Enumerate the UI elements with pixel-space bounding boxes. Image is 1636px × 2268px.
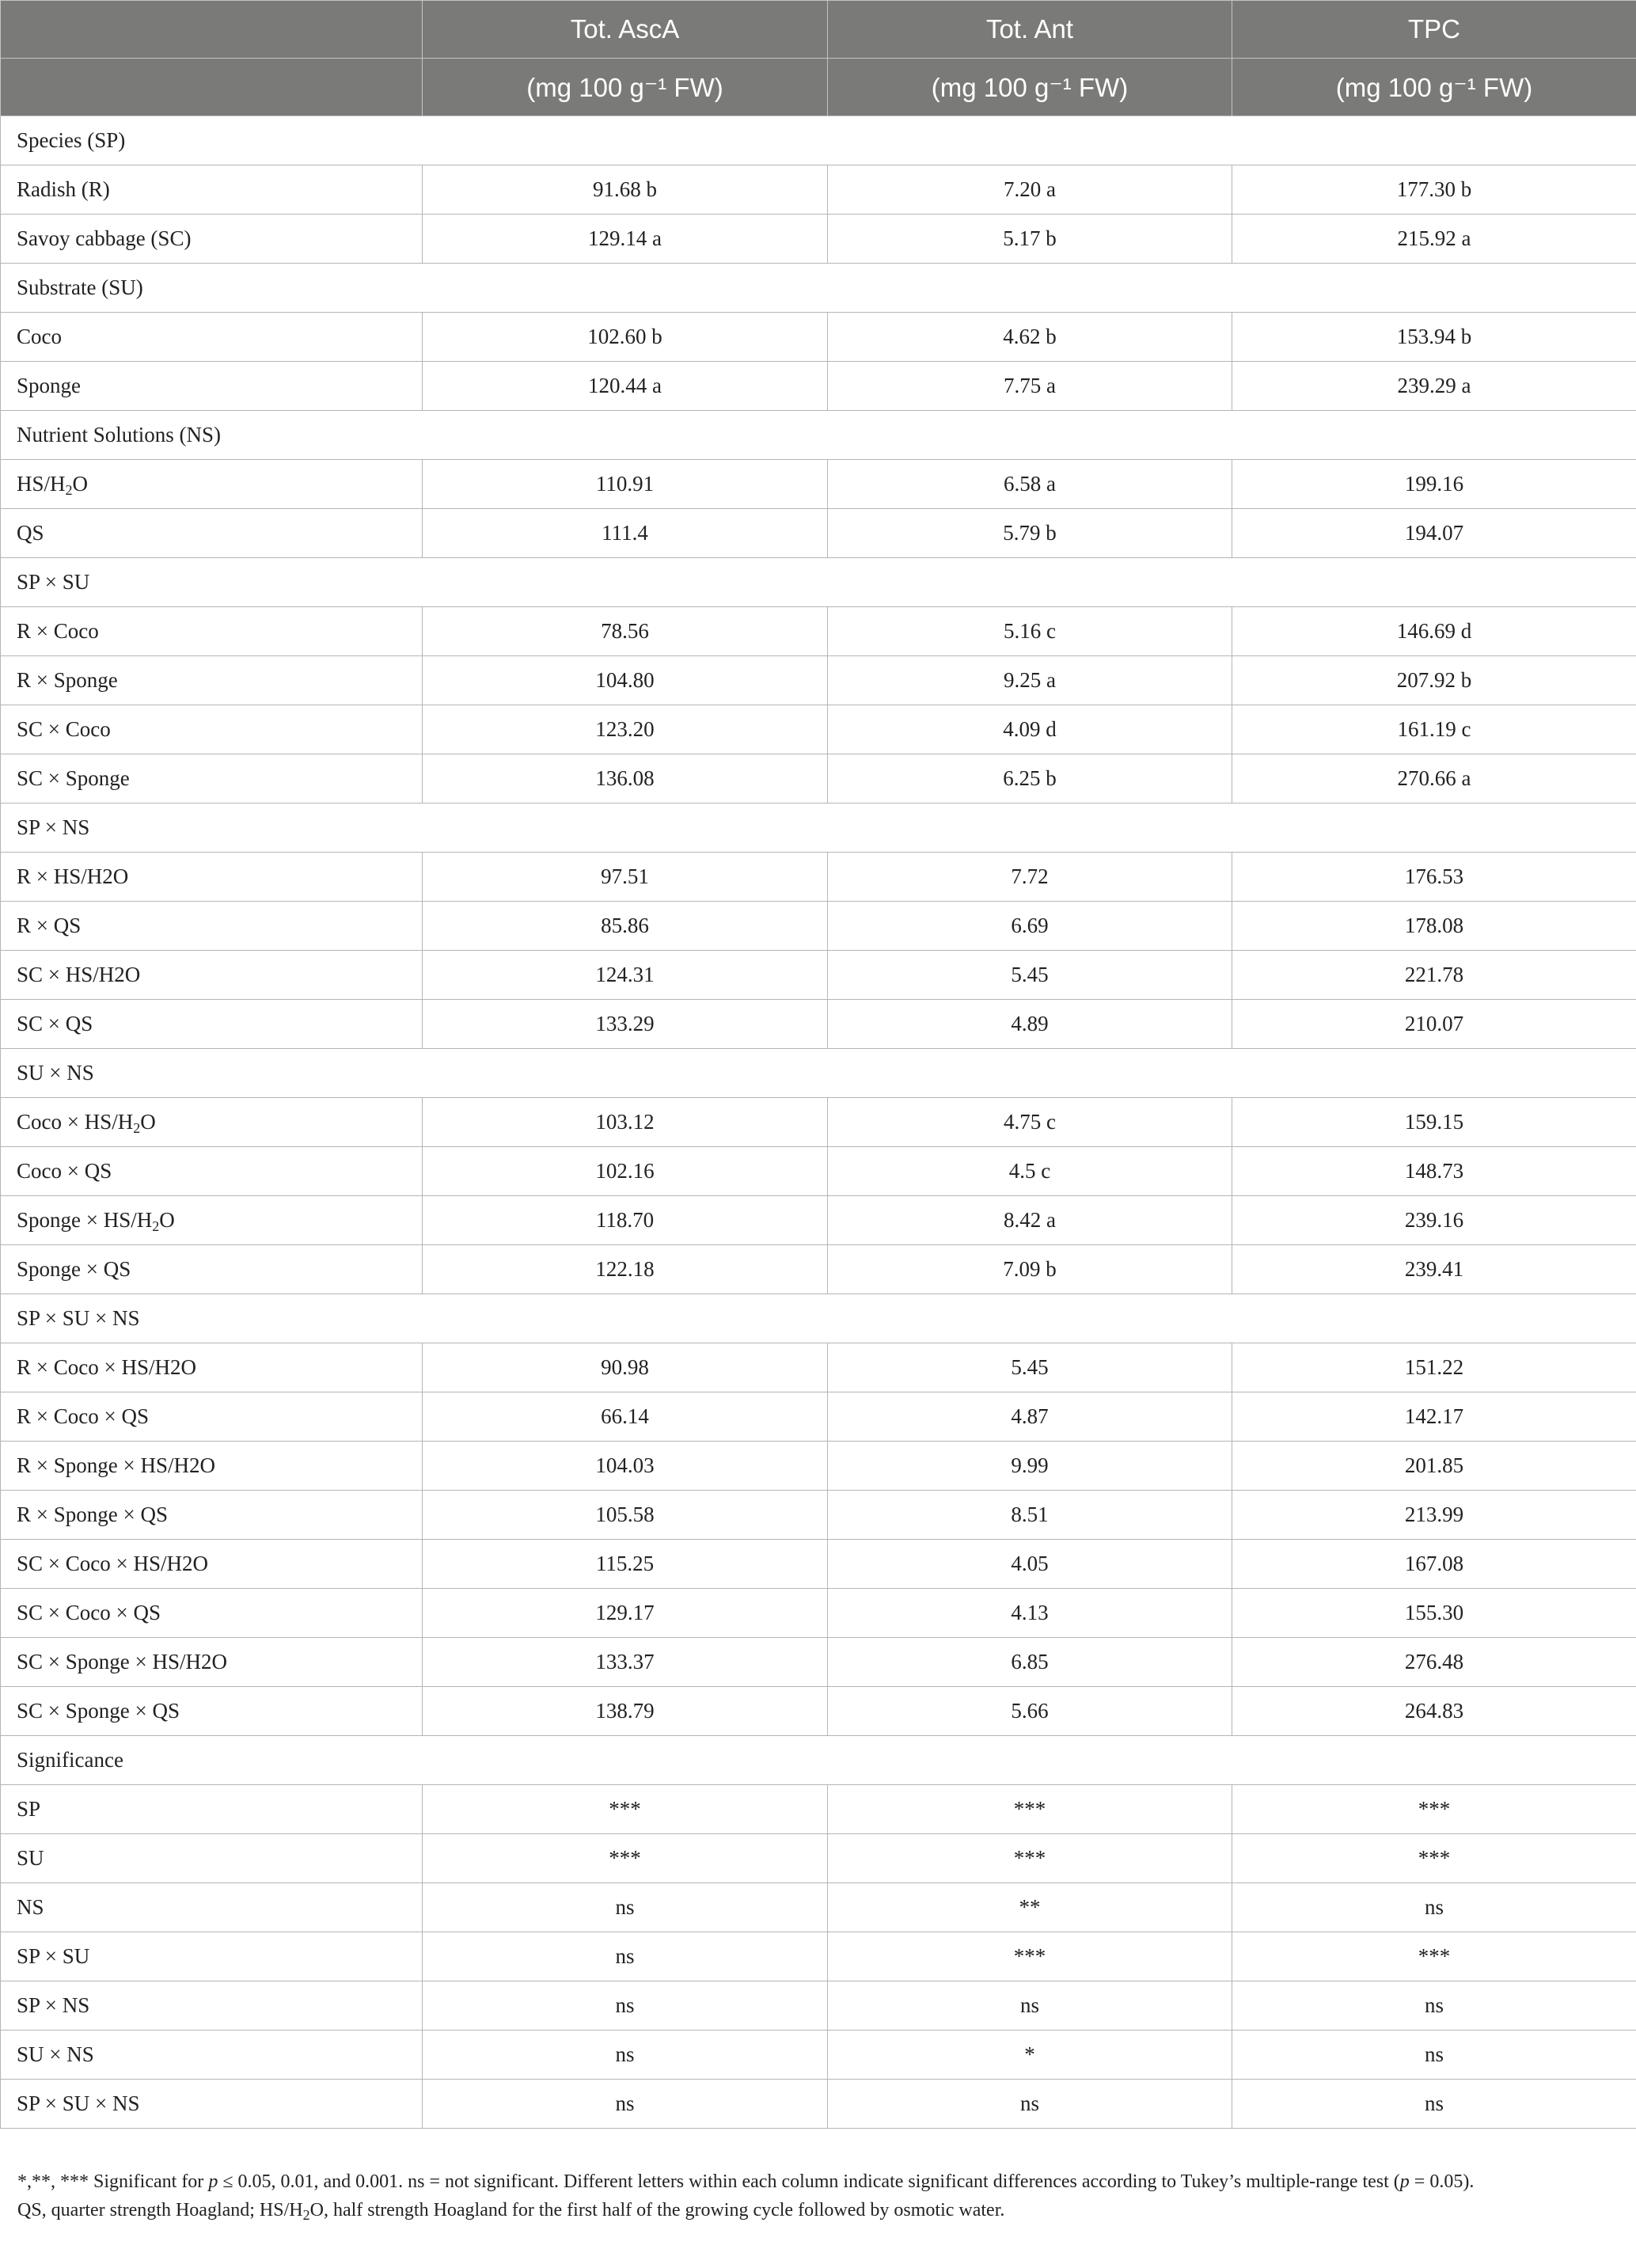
cell-tot-asca: 110.91	[423, 460, 828, 509]
cell-tot-asca: 91.68 b	[423, 165, 828, 215]
row-label: SU	[1, 1834, 423, 1883]
table-row	[1, 1491, 1636, 1540]
cell-tpc: 155.30	[1232, 1589, 1636, 1638]
row-label: NS	[1, 1883, 423, 1932]
row-label: Sponge × HS/H2O	[1, 1196, 423, 1245]
group-header-row	[1, 1294, 1636, 1343]
header-unit-asca: (mg 100 g⁻¹ FW)	[423, 59, 828, 116]
cell-tpc: 167.08	[1232, 1540, 1636, 1589]
cell-tot-ant: 8.51	[828, 1491, 1232, 1540]
cell-tot-ant: 4.62 b	[828, 313, 1232, 362]
cell-tot-asca: ns	[423, 2031, 828, 2080]
row-label: R × Coco × QS	[1, 1392, 423, 1442]
cell-tot-asca: 103.12	[423, 1098, 828, 1147]
table-row	[1, 656, 1636, 705]
table-row	[1, 1196, 1636, 1245]
cell-tot-ant: 6.69	[828, 902, 1232, 951]
cell-tot-asca: 104.80	[423, 656, 828, 705]
cell-tpc: 148.73	[1232, 1147, 1636, 1196]
cell-tot-ant: 8.42 a	[828, 1196, 1232, 1245]
cell-tpc: 199.16	[1232, 460, 1636, 509]
cell-tot-ant: 7.75 a	[828, 362, 1232, 411]
header-tot-ant: Tot. Ant	[828, 1, 1232, 59]
row-label: SC × Coco × QS	[1, 1589, 423, 1638]
header-unit-tpc: (mg 100 g⁻¹ FW)	[1232, 59, 1636, 116]
table-row	[1, 1687, 1636, 1736]
cell-tot-asca: 133.37	[423, 1638, 828, 1687]
cell-tot-ant: ns	[828, 1981, 1232, 2031]
cell-tot-ant: 4.89	[828, 1000, 1232, 1049]
table-row	[1, 951, 1636, 1000]
cell-tpc: 221.78	[1232, 951, 1636, 1000]
group-label: Significance	[1, 1736, 1636, 1785]
table-footnotes	[17, 2167, 1624, 2225]
table-body	[1, 116, 1636, 2129]
header-unit-ant: (mg 100 g⁻¹ FW)	[828, 59, 1232, 116]
table-row	[1, 1932, 1636, 1981]
row-label: SU × NS	[1, 2031, 423, 2080]
table-row	[1, 1981, 1636, 2031]
table-row	[1, 1589, 1636, 1638]
group-label: SU × NS	[1, 1049, 1636, 1098]
cell-tot-ant: 9.99	[828, 1442, 1232, 1491]
row-label: SC × QS	[1, 1000, 423, 1049]
cell-tpc: 194.07	[1232, 509, 1636, 558]
table-row	[1, 1442, 1636, 1491]
cell-tpc: ***	[1232, 1932, 1636, 1981]
table-row	[1, 313, 1636, 362]
row-label: SC × Sponge × HS/H2O	[1, 1638, 423, 1687]
table-row	[1, 607, 1636, 656]
table-row	[1, 2080, 1636, 2129]
cell-tot-ant: 5.17 b	[828, 215, 1232, 264]
cell-tot-ant: 4.75 c	[828, 1098, 1232, 1147]
group-label: SP × SU	[1, 558, 1636, 607]
cell-tot-asca: ***	[423, 1834, 828, 1883]
row-label: SP	[1, 1785, 423, 1834]
cell-tot-ant: **	[828, 1883, 1232, 1932]
cell-tpc: 153.94 b	[1232, 313, 1636, 362]
cell-tot-asca: 120.44 a	[423, 362, 828, 411]
cell-tpc: 213.99	[1232, 1491, 1636, 1540]
cell-tpc: ns	[1232, 1981, 1636, 2031]
table-row	[1, 853, 1636, 902]
cell-tpc: 159.15	[1232, 1098, 1636, 1147]
header-empty-2	[1, 59, 423, 116]
cell-tot-asca: 122.18	[423, 1245, 828, 1294]
table-row	[1, 1147, 1636, 1196]
cell-tot-ant: ***	[828, 1834, 1232, 1883]
row-label: Coco	[1, 313, 423, 362]
row-label: Coco × HS/H2O	[1, 1098, 423, 1147]
table-row	[1, 902, 1636, 951]
table-row	[1, 1785, 1636, 1834]
cell-tpc: 161.19 c	[1232, 705, 1636, 754]
group-header-row	[1, 1736, 1636, 1785]
table-row	[1, 215, 1636, 264]
table-row	[1, 754, 1636, 803]
cell-tot-ant: 4.5 c	[828, 1147, 1232, 1196]
table-row	[1, 1343, 1636, 1392]
cell-tot-asca: ns	[423, 2080, 828, 2129]
table-row	[1, 1883, 1636, 1932]
group-header-row	[1, 116, 1636, 165]
row-label: Sponge × QS	[1, 1245, 423, 1294]
group-header-row	[1, 411, 1636, 460]
cell-tot-asca: 123.20	[423, 705, 828, 754]
cell-tot-ant: 5.79 b	[828, 509, 1232, 558]
row-label: SC × Sponge	[1, 754, 423, 803]
row-label: SC × Coco	[1, 705, 423, 754]
table-row	[1, 165, 1636, 215]
cell-tot-asca: 102.16	[423, 1147, 828, 1196]
cell-tot-asca: 138.79	[423, 1687, 828, 1736]
table-row	[1, 362, 1636, 411]
cell-tot-asca: ns	[423, 1883, 828, 1932]
cell-tot-ant: 6.25 b	[828, 754, 1232, 803]
cell-tpc: 239.16	[1232, 1196, 1636, 1245]
row-label: R × Sponge × HS/H2O	[1, 1442, 423, 1491]
cell-tpc: ***	[1232, 1834, 1636, 1883]
cell-tot-ant: ***	[828, 1785, 1232, 1834]
cell-tpc: 201.85	[1232, 1442, 1636, 1491]
cell-tot-asca: 118.70	[423, 1196, 828, 1245]
cell-tot-ant: 4.13	[828, 1589, 1232, 1638]
row-label: SP × NS	[1, 1981, 423, 2031]
header-tot-asca: Tot. AscA	[423, 1, 828, 59]
cell-tot-asca: ns	[423, 1932, 828, 1981]
cell-tot-asca: ***	[423, 1785, 828, 1834]
cell-tpc: 207.92 b	[1232, 656, 1636, 705]
table-row	[1, 460, 1636, 509]
cell-tot-ant: *	[828, 2031, 1232, 2080]
cell-tot-ant: 7.09 b	[828, 1245, 1232, 1294]
cell-tot-ant: 5.45	[828, 1343, 1232, 1392]
cell-tot-ant: 4.87	[828, 1392, 1232, 1442]
table-row	[1, 1392, 1636, 1442]
cell-tpc: ns	[1232, 1883, 1636, 1932]
group-label: Substrate (SU)	[1, 264, 1636, 313]
cell-tot-asca: 90.98	[423, 1343, 828, 1392]
table-row	[1, 1638, 1636, 1687]
table-row	[1, 1834, 1636, 1883]
cell-tpc: 276.48	[1232, 1638, 1636, 1687]
cell-tot-ant: 5.45	[828, 951, 1232, 1000]
row-label: SP × SU	[1, 1932, 423, 1981]
cell-tot-asca: 104.03	[423, 1442, 828, 1491]
cell-tpc: ns	[1232, 2080, 1636, 2129]
group-label: Nutrient Solutions (NS)	[1, 411, 1636, 460]
table-row	[1, 705, 1636, 754]
cell-tpc: 151.22	[1232, 1343, 1636, 1392]
cell-tot-asca: 133.29	[423, 1000, 828, 1049]
cell-tot-ant: 5.66	[828, 1687, 1232, 1736]
table-row	[1, 2031, 1636, 2080]
cell-tpc: 210.07	[1232, 1000, 1636, 1049]
header-row-2	[1, 59, 1636, 116]
cell-tpc: 264.83	[1232, 1687, 1636, 1736]
row-label: Radish (R)	[1, 165, 423, 215]
cell-tot-ant: 6.58 a	[828, 460, 1232, 509]
footnote-significance: *,**, *** Significant for p ≤ 0.05, 0.01, and 0.001. ns = not significant. Different letters within each column indicate significant differences according to Tukey’s multiple-range test (p = 0.05).	[17, 2171, 1475, 2192]
cell-tot-asca: 129.17	[423, 1589, 828, 1638]
cell-tot-asca: 102.60 b	[423, 313, 828, 362]
cell-tot-asca: 115.25	[423, 1540, 828, 1589]
group-header-row	[1, 803, 1636, 853]
row-label: SC × Coco × HS/H2O	[1, 1540, 423, 1589]
row-label: Sponge	[1, 362, 423, 411]
cell-tot-asca: 78.56	[423, 607, 828, 656]
row-label: Savoy cabbage (SC)	[1, 215, 423, 264]
cell-tot-asca: 129.14 a	[423, 215, 828, 264]
cell-tot-asca: 66.14	[423, 1392, 828, 1442]
cell-tot-asca: 136.08	[423, 754, 828, 803]
cell-tot-ant: 7.20 a	[828, 165, 1232, 215]
row-label: SC × HS/H2O	[1, 951, 423, 1000]
header-row-1	[1, 1, 1636, 59]
header-tpc: TPC	[1232, 1, 1636, 59]
cell-tot-ant: 5.16 c	[828, 607, 1232, 656]
group-label: SP × NS	[1, 803, 1636, 853]
cell-tpc: 239.41	[1232, 1245, 1636, 1294]
footnote-abbreviations: QS, quarter strength Hoagland; $HS/H_2O$, half strength Hoagland for the first half of the growing cycle followed by osmotic water.	[17, 2200, 1005, 2223]
cell-tot-ant: 6.85	[828, 1638, 1232, 1687]
table-row	[1, 1098, 1636, 1147]
cell-tot-ant: 7.72	[828, 853, 1232, 902]
group-header-row	[1, 1049, 1636, 1098]
table-header	[1, 1, 1636, 116]
cell-tot-ant: 4.09 d	[828, 705, 1232, 754]
cell-tot-asca: 105.58	[423, 1491, 828, 1540]
group-label: SP × SU × NS	[1, 1294, 1636, 1343]
row-label: Coco × QS	[1, 1147, 423, 1196]
row-label: R × Coco	[1, 607, 423, 656]
table-row	[1, 1540, 1636, 1589]
cell-tot-asca: 111.4	[423, 509, 828, 558]
row-label: HS/H2O	[1, 460, 423, 509]
cell-tot-ant: ns	[828, 2080, 1232, 2129]
row-label: R × HS/H2O	[1, 853, 423, 902]
cell-tot-asca: 97.51	[423, 853, 828, 902]
cell-tpc: 146.69 d	[1232, 607, 1636, 656]
cell-tot-asca: 124.31	[423, 951, 828, 1000]
cell-tpc: 176.53	[1232, 853, 1636, 902]
table-row	[1, 509, 1636, 558]
table-row	[1, 1000, 1636, 1049]
group-header-row	[1, 264, 1636, 313]
row-label: SC × Sponge × QS	[1, 1687, 423, 1736]
cell-tot-asca: ns	[423, 1981, 828, 2031]
cell-tpc: ***	[1232, 1785, 1636, 1834]
cell-tpc: 178.08	[1232, 902, 1636, 951]
cell-tot-ant: 9.25 a	[828, 656, 1232, 705]
cell-tpc: 177.30 b	[1232, 165, 1636, 215]
group-label: Species (SP)	[1, 116, 1636, 165]
row-label: R × Sponge	[1, 656, 423, 705]
cell-tot-ant: ***	[828, 1932, 1232, 1981]
group-header-row	[1, 558, 1636, 607]
table-row	[1, 1245, 1636, 1294]
row-label: R × Sponge × QS	[1, 1491, 423, 1540]
row-label: R × QS	[1, 902, 423, 951]
row-label: SP × SU × NS	[1, 2080, 423, 2129]
header-empty-1	[1, 1, 423, 59]
cell-tpc: ns	[1232, 2031, 1636, 2080]
cell-tpc: 215.92 a	[1232, 215, 1636, 264]
cell-tpc: 270.66 a	[1232, 754, 1636, 803]
cell-tot-ant: 4.05	[828, 1540, 1232, 1589]
row-label: QS	[1, 509, 423, 558]
cell-tpc: 142.17	[1232, 1392, 1636, 1442]
cell-tot-asca: 85.86	[423, 902, 828, 951]
cell-tpc: 239.29 a	[1232, 362, 1636, 411]
row-label: R × Coco × HS/H2O	[1, 1343, 423, 1392]
